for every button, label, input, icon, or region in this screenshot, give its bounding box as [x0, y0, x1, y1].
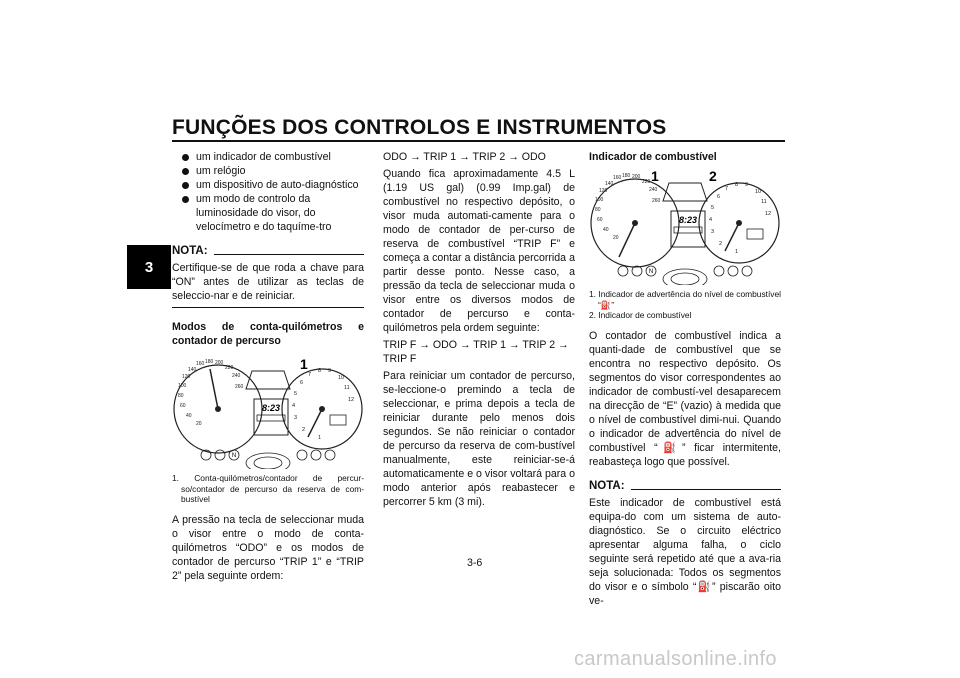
- column-3: [589, 150, 781, 611]
- svg-text:3: 3: [711, 229, 715, 235]
- callout-1: 1: [651, 168, 659, 184]
- svg-text:60: 60: [597, 217, 603, 223]
- neutral-indicator: N: [648, 269, 654, 275]
- section-subheading: Indicador de combustível: [589, 151, 717, 163]
- bullet-dot-icon: [182, 168, 189, 175]
- svg-text:240: 240: [232, 373, 241, 379]
- svg-text:7: 7: [725, 186, 729, 192]
- figure-caption: 1. Indicador de advertência do nível de combustível “⛽” 2. Indicador de combustível: [589, 289, 781, 320]
- watermark: carmanualsonline.info: [574, 648, 777, 670]
- svg-text:40: 40: [186, 413, 192, 419]
- svg-text:1: 1: [735, 249, 739, 255]
- svg-text:4: 4: [709, 217, 713, 223]
- neutral-indicator: N: [231, 453, 237, 459]
- svg-text:40: 40: [603, 227, 609, 233]
- svg-text:200: 200: [632, 174, 641, 180]
- svg-text:180: 180: [622, 173, 631, 179]
- svg-text:8: 8: [318, 368, 322, 374]
- display-time: 8:23: [678, 215, 698, 225]
- svg-text:9: 9: [745, 182, 749, 188]
- svg-text:11: 11: [761, 199, 767, 205]
- nota-heading: NOTA:: [589, 479, 781, 493]
- svg-text:20: 20: [196, 421, 202, 427]
- sequence-text: ODO → TRIP 1 → TRIP 2 → ODO: [383, 151, 546, 163]
- svg-text:3: 3: [294, 415, 298, 421]
- bullet-dot-icon: [182, 154, 189, 161]
- svg-text:10: 10: [338, 375, 345, 381]
- svg-text:220: 220: [225, 365, 234, 371]
- svg-text:20: 20: [613, 235, 619, 241]
- svg-text:7: 7: [308, 372, 312, 378]
- column-1: [172, 150, 364, 586]
- bullet-dot-icon: [182, 196, 189, 203]
- svg-text:5: 5: [294, 391, 298, 397]
- svg-text:6: 6: [717, 194, 721, 200]
- body-paragraph: Quando fica aproximadamente 4.5 L (1.19 US gal) (0.99 Imp.gal) de combustível no respectivo depósito, o visor muda automati-camente para o modo de contador de per-curso de reserva de combustível “TRIP F” e começa a contar a distância percorrida a partir desse ponto. Nesse caso, a pressão da tecla de seleccionar muda o visor entre os diversos modos de contador de percurso e conta-quilómetros pela ordem seguinte:: [383, 168, 575, 334]
- svg-text:9: 9: [328, 368, 332, 374]
- sequence-text: TRIP F → ODO → TRIP 1 → TRIP 2 → TRIP F: [383, 339, 569, 365]
- figure-caption: 1. Conta-quilómetros/contador de percur-so/contador de percurso da reserva de com-bustível: [172, 473, 364, 504]
- svg-text:2: 2: [719, 241, 723, 247]
- callout-2: 2: [709, 168, 717, 184]
- instrument-cluster-figure-1: [172, 351, 364, 469]
- nota-end-rule: [172, 307, 364, 308]
- svg-text:2: 2: [302, 427, 306, 433]
- header-rule: [172, 140, 785, 142]
- callout-1: 1: [300, 356, 308, 372]
- svg-text:80: 80: [178, 393, 184, 399]
- svg-text:6: 6: [300, 380, 304, 386]
- bullet-item: um dispositivo de auto-diagnóstico: [172, 178, 364, 192]
- svg-text:160: 160: [613, 175, 622, 181]
- body-paragraph: Para reiniciar um contador de percurso, se-leccione-o premindo a tecla de seleccionar, e prima depois a tecla de reiniciar durante pelo menos dois segundos. Se não reiniciar o contador de percurso da reserva de com-bustível manualmente, este reiniciar-se-á automaticamente e o visor voltará para o modo anterior após reabastecer e percorrer 5 km (3 mi).: [383, 370, 575, 508]
- nota-text: Este indicador de combustível está equipa-do com um sistema de auto-diagnóstico. Se o circuito eléctrico apresentar alguma falha, o ciclo seguinte será repetido até que a ava-ria seja solucionada: Todos os segmentos do visor e o símbolo “⛽” piscarão oito ve-: [589, 496, 781, 607]
- svg-text:120: 120: [599, 188, 608, 194]
- svg-text:12: 12: [765, 211, 772, 217]
- display-time: 8:23: [261, 403, 281, 413]
- svg-text:1: 1: [318, 435, 322, 441]
- svg-text:200: 200: [215, 360, 224, 366]
- svg-text:11: 11: [344, 385, 350, 391]
- svg-text:140: 140: [605, 181, 614, 187]
- nota-heading: NOTA:: [172, 244, 364, 258]
- svg-text:100: 100: [178, 383, 187, 389]
- bullet-item: um modo de controlo da luminosidade do visor, do velocímetro e do taquíme-tro: [172, 192, 364, 234]
- svg-text:120: 120: [182, 374, 191, 380]
- svg-text:140: 140: [188, 367, 197, 373]
- svg-text:60: 60: [180, 403, 186, 409]
- nota-text: Certifique-se de que roda a chave para “ON” antes de utilizar as teclas de seleccio-nar e de reiniciar.: [172, 262, 364, 302]
- svg-text:100: 100: [595, 197, 604, 203]
- svg-text:240: 240: [649, 187, 658, 193]
- instrument-cluster-figure-2: [589, 167, 781, 285]
- svg-text:4: 4: [292, 403, 296, 409]
- bullet-dot-icon: [182, 182, 189, 189]
- svg-text:180: 180: [205, 359, 214, 365]
- bullet-item: um indicador de combustível: [172, 150, 364, 164]
- page-number: 3-6: [467, 557, 483, 569]
- body-paragraph: O contador de combustível indica a quanti-dade de combustível que se encontra no respectivo depósito. Os segmentos do visor correspondentes ao indicador de combustí-vel desaparecem na direcção de “E” (vazio) à medida que o nível de combustível dimi-nui. Quando o indicador de advertência do nível de combustível “⛽” ficar intermitente, reabasteça logo que possível.: [589, 329, 781, 468]
- svg-text:80: 80: [595, 207, 601, 213]
- svg-text:8: 8: [735, 182, 739, 188]
- bullet-item: um relógio: [172, 164, 364, 178]
- svg-text:10: 10: [755, 189, 762, 195]
- svg-text:220: 220: [642, 179, 651, 185]
- svg-text:160: 160: [196, 361, 205, 367]
- svg-text:5: 5: [711, 205, 715, 211]
- column-2: [383, 150, 575, 512]
- chapter-tab: 3: [127, 245, 171, 289]
- svg-text:260: 260: [235, 384, 244, 390]
- svg-text:12: 12: [348, 397, 355, 403]
- page-header-title: FUNÇÕES DOS CONTROLOS E INSTRUMENTOS: [172, 116, 667, 139]
- body-paragraph: A pressão na tecla de seleccionar muda o visor entre o modo de conta-quilómetros “ODO” e os modos de contador de percurso “TRIP 1” e “TRIP 2” pela seguinte ordem:: [172, 513, 364, 582]
- svg-text:260: 260: [652, 198, 661, 204]
- section-subheading: Modos de conta-quilómetros e contador de percurso: [172, 321, 364, 347]
